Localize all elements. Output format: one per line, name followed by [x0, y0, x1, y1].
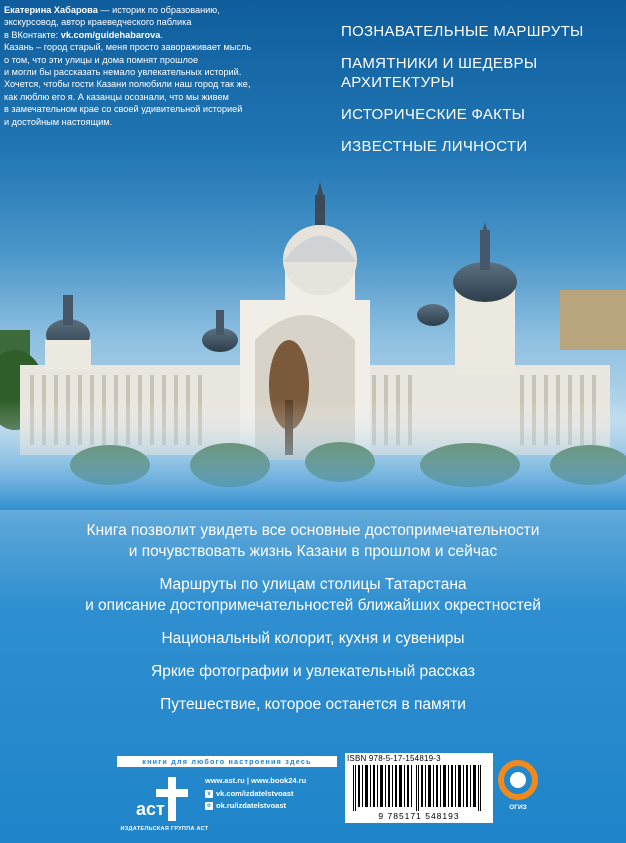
ast-logo-icon	[132, 773, 192, 833]
palace-photo	[0, 170, 626, 510]
ast-logo-text: аст	[136, 799, 165, 819]
topic-item: ИСТОРИЧЕСКИЕ ФАКТЫ	[341, 106, 526, 123]
ok-publisher-link[interactable]: ok.ru/izdatelstvoast	[216, 801, 287, 810]
benefit-item	[0, 628, 626, 649]
publisher-caption: ИЗДАТЕЛЬСКАЯ ГРУППА АСТ	[120, 826, 209, 832]
barcode	[347, 765, 491, 811]
benefit-item	[0, 520, 626, 562]
benefit-line: и описание достопримечательностей ближайших окрестностей	[85, 597, 541, 614]
barcode-number: 9 785171 548193	[378, 811, 460, 821]
topic-item: ИЗВЕСТНЫЕ ЛИЧНОСТИ	[341, 138, 528, 155]
benefit-item	[0, 574, 626, 616]
publisher-sites[interactable]: www.ast.ru | www.book24.ru	[205, 776, 307, 785]
vk-link[interactable]: vk.com/guidehabarova	[60, 29, 161, 40]
author-bio-line: экскурсовод, автор краеведческого паблика	[4, 17, 192, 28]
benefit-line: Яркие фотографии и увлекательный рассказ	[151, 663, 475, 680]
benefit-line: Маршруты по улицам столицы Татарстана	[159, 576, 467, 593]
publisher-tagline: книги для любого настроения здесь	[117, 756, 337, 767]
benefit-line: Национальный колорит, кухня и сувениры	[161, 630, 465, 647]
author-bio-line: в ВКонтакте:	[4, 29, 61, 40]
benefit-line: Путешествие, которое останется в памяти	[160, 696, 466, 713]
vk-publisher-link[interactable]: vk.com/izdatelstvoast	[216, 788, 294, 798]
ogiz-logo-icon	[498, 760, 538, 800]
author-bio-line: и достойным настоящим.	[4, 116, 113, 127]
topics-list	[341, 22, 626, 169]
author-bio-line: в замечательном крае со своей удивительной историей	[4, 104, 243, 115]
benefit-item	[0, 661, 626, 682]
topic-item: ПАМЯТНИКИ И ШЕДЕВРЫ АРХИТЕКТУРЫ	[341, 55, 538, 91]
topic-item: ПОЗНАВАТЕЛЬНЫЕ МАРШРУТЫ	[341, 23, 584, 40]
vk-icon: v	[205, 790, 213, 798]
benefit-line: и почувствовать жизнь Казани в прошлом и сейчас	[128, 543, 498, 560]
author-name: Екатерина Хабарова	[4, 5, 98, 15]
benefit-line: Книга позволит увидеть все основные достопримечательности	[86, 522, 540, 539]
author-bio-line: — историк по образованию,	[97, 5, 220, 15]
author-bio: Екатерина Хабарова — историк по образованию, экскурсовод, автор краеведческого паблика в ВКонтакте: vk.com/guidehabarova. Казань – город старый, меня просто завораживает мысль о том, что эти улицы и дома помнят прошлое и могли бы рассказать немало увлекательных историй. Хочется, чтобы гости Казани полюбили наш город так же, как люблю его я. А казанцы осознали, что мы живем в замечательном крае со своей удивительной историей и достойным настоящим.	[4, 5, 252, 127]
benefits-list	[0, 520, 626, 727]
vk-row[interactable]	[205, 788, 306, 801]
benefit-item	[0, 694, 626, 715]
author-bio-line: и могли бы рассказать немало увлекательных историй.	[4, 67, 242, 78]
ogiz-label: ОГИЗ	[509, 804, 527, 811]
author-bio-line: как люблю его я. А казанцы осознали, что мы живем	[4, 91, 229, 102]
author-bio-line: о том, что эти улицы и дома помнят прошлое	[4, 54, 199, 65]
isbn-block	[345, 753, 493, 823]
ok-row[interactable]	[205, 800, 306, 813]
author-bio-line: Казань – город старый, меня просто завораживает мысль	[4, 42, 252, 53]
isbn-label: ISBN 978-5-17-154819-3	[347, 754, 441, 763]
ok-icon: o	[205, 802, 213, 810]
publisher-links	[205, 775, 306, 813]
author-bio-line: Хочется, чтобы гости Казани полюбили наш город так же,	[4, 79, 251, 90]
